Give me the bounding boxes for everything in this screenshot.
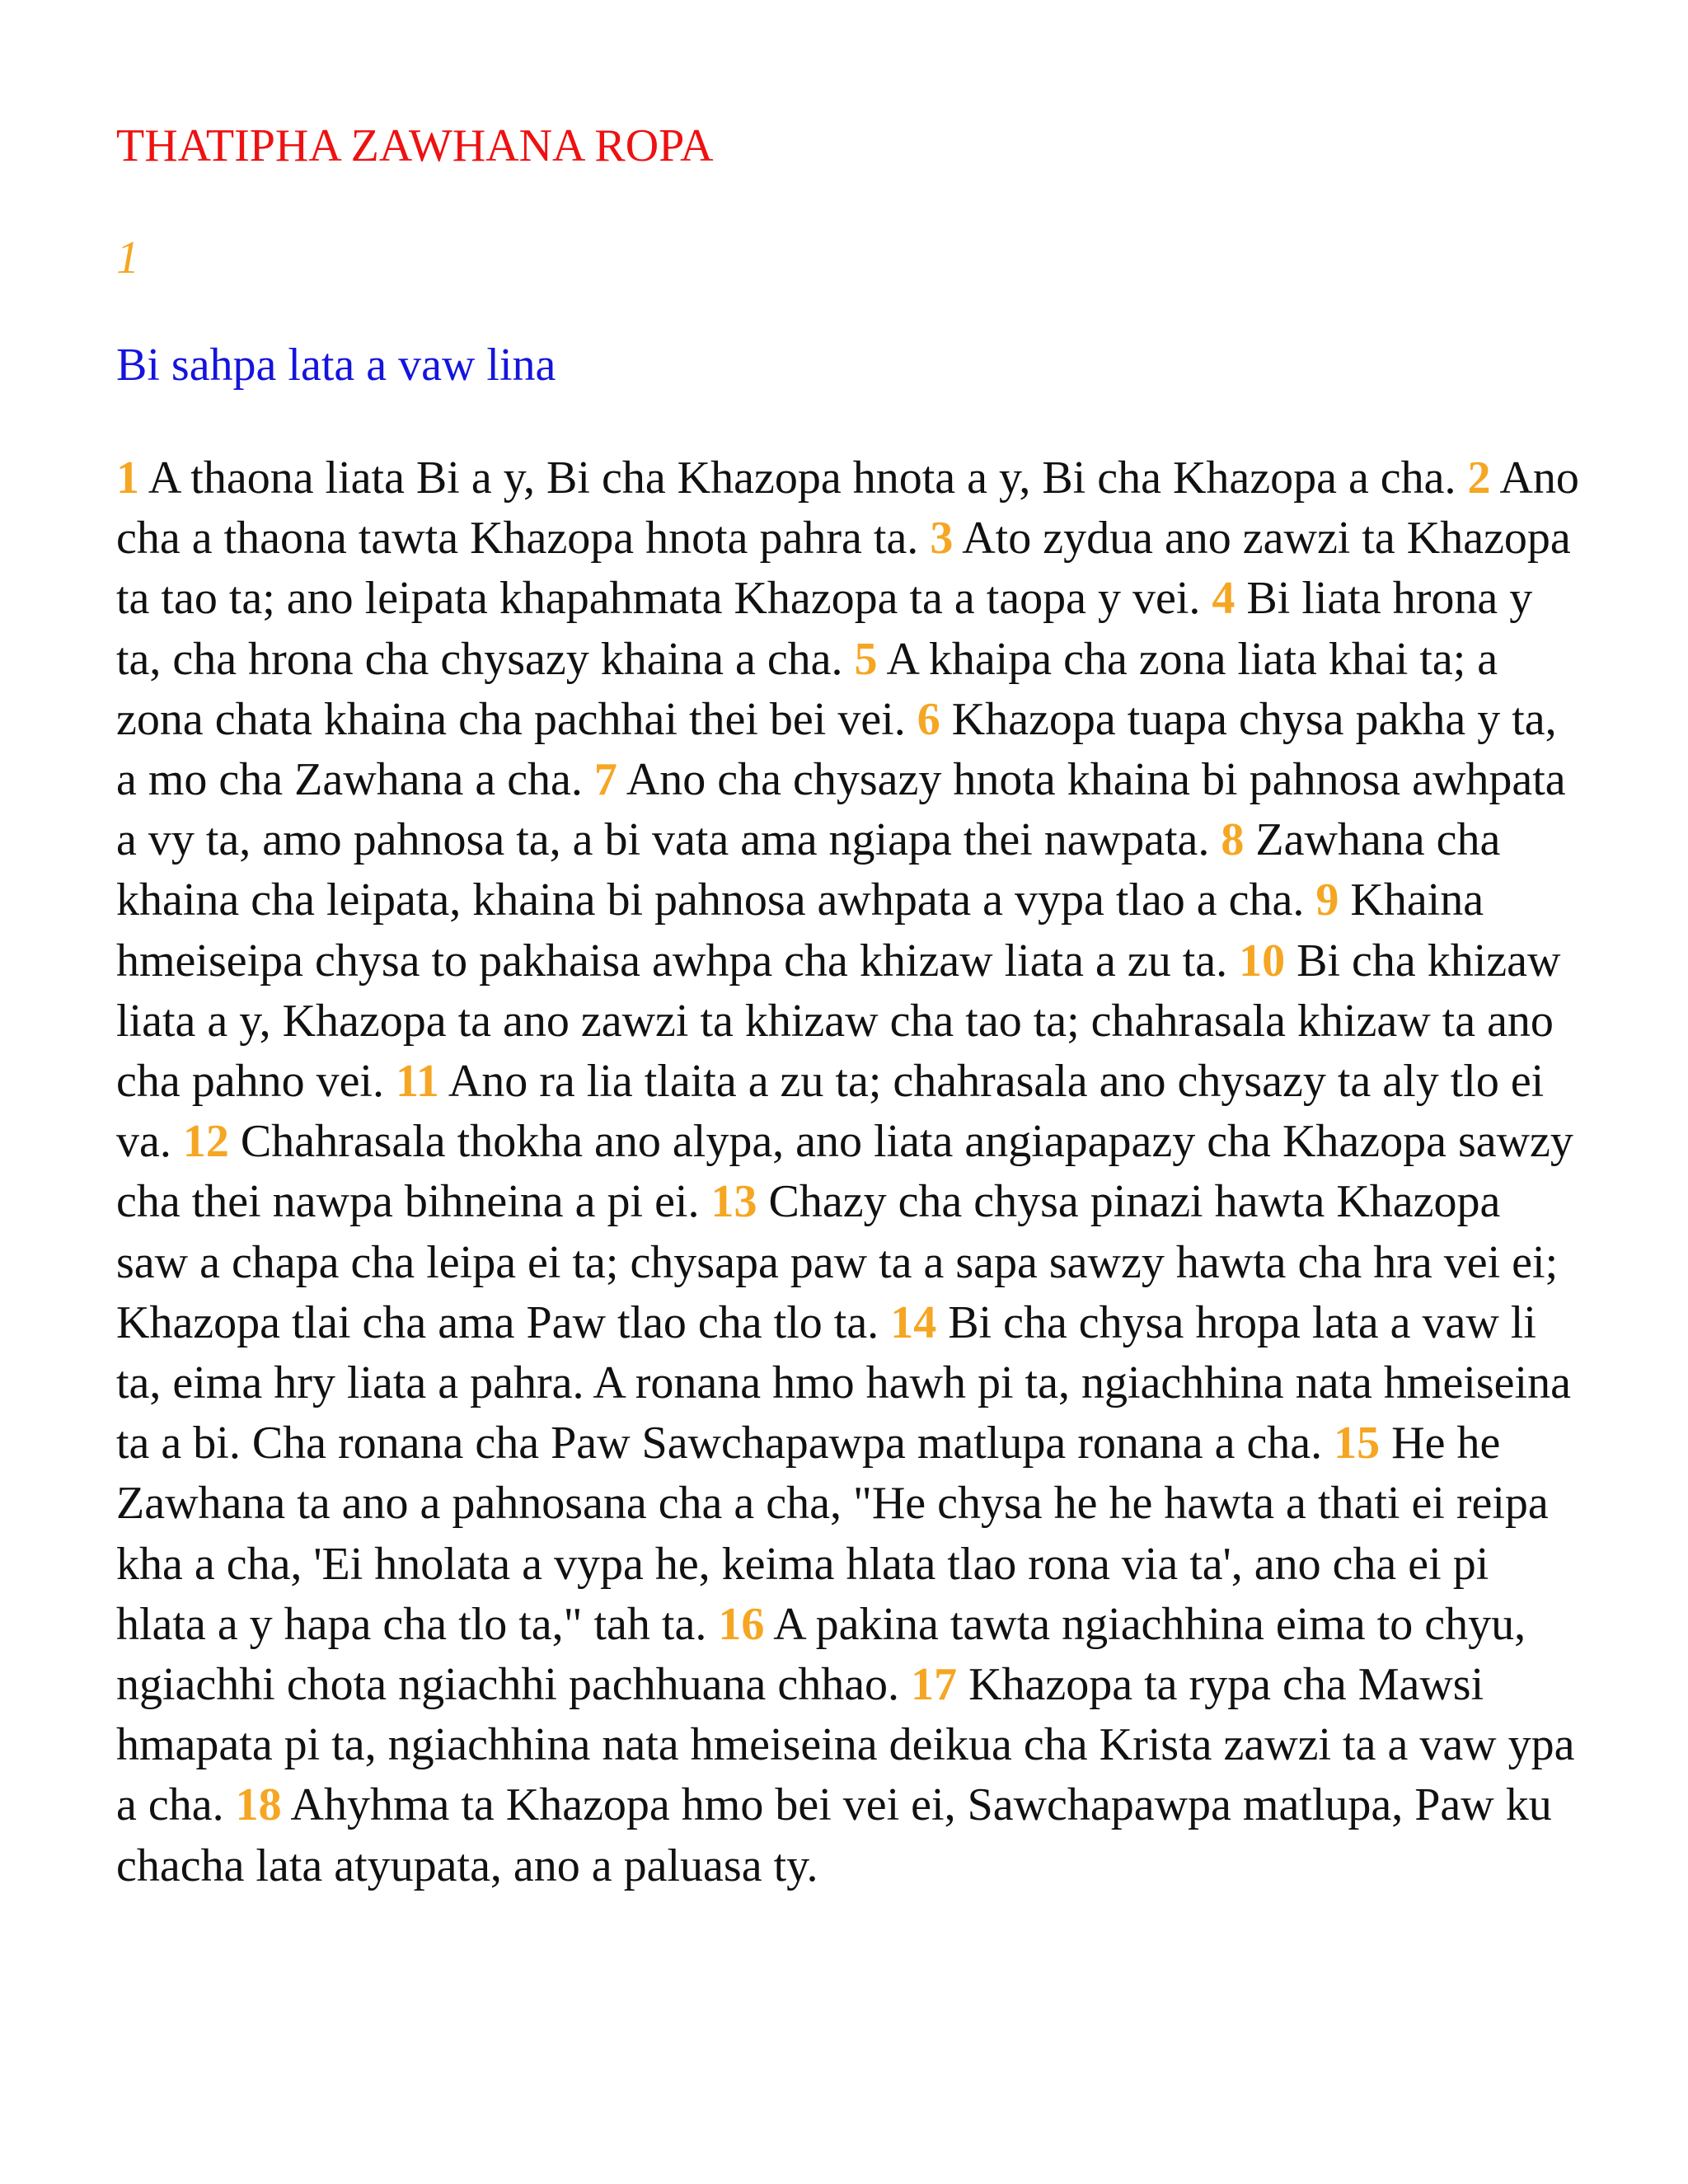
verse-text: A khaipa cha zona liata khai ta; a zona chata khaina cha pachhai thei bei vei. [116, 633, 1498, 745]
verse-number: 16 [718, 1598, 765, 1650]
verse-text: He he Zawhana ta ano a pahnosana cha a cha, "He chysa he he hawta a thati ei reipa kha a cha, 'Ei hnolata a vypa he, keima hlata tlao rona via ta', ano cha ei pi hlata a y hapa cha tlo ta," tah ta. [116, 1418, 1549, 1650]
verse-number: 12 [182, 1116, 229, 1168]
verse-text: Khazopa tuapa chysa pakha y ta, a mo cha Zawhana a cha. [116, 693, 1557, 806]
verse-number: 13 [710, 1176, 757, 1228]
verse-text: Khazopa ta rypa cha Mawsi hmapata pi ta, ngiachhina nata hmeiseina deikua cha Krista zawzi ta a vaw ypa a cha. [116, 1659, 1575, 1831]
verse-number: 15 [1334, 1418, 1381, 1469]
verse-text: Bi cha khizaw liata a y, Khazopa ta ano zawzi ta khizaw cha tao ta; chahrasala khizaw ta ano cha pahno vei. [116, 935, 1561, 1108]
verse-text: A pakina tawta ngiachhina eima to chyu, ngiachhi chota ngiachhi pachhuana chhao. [116, 1598, 1526, 1711]
verse-text: A thaona liata Bi a y, Bi cha Khazopa hnota a y, Bi cha Khazopa a cha. [148, 452, 1456, 504]
verse-text: Bi cha chysa hropa lata a vaw li ta, eima hry liata a pahra. A ronana hmo hawh pi ta, ngiachhina nata hmeiseina ta a bi. Cha ronana cha Paw Sawchapawpa matlupa ronana a cha. [116, 1296, 1571, 1469]
verse-number: 3 [930, 513, 954, 565]
verse-number: 14 [890, 1296, 937, 1348]
verse-text: Chahrasala thokha ano alypa, ano liata angiapapazy cha Khazopa sawzy cha thei nawpa bihneina a pi ei. [116, 1116, 1573, 1228]
section-heading: Bi sahpa lata a vaw lina [116, 340, 556, 391]
verse-number: 8 [1221, 814, 1245, 866]
verse-text: Khaina hmeiseipa chysa to pakhaisa awhpa cha khizaw liata a zu ta. [116, 874, 1484, 987]
verse-number: 10 [1239, 935, 1286, 987]
verse-text: Chazy cha chysa pinazi hawta Khazopa saw a chapa cha leipa ei ta; chysapa paw ta a sapa sawzy hawta cha hra vei ei; Khazopa tlai cha ama Paw tlao cha tlo ta. [116, 1176, 1559, 1348]
verse-text: Ahyhma ta Khazopa hmo bei vei ei, Sawchapawpa matlupa, Paw ku chacha lata atyupata, ano a paluasa ty. [116, 1779, 1552, 1891]
verse-number: 5 [854, 633, 878, 685]
verse-text: Ato zydua ano zawzi ta Khazopa ta tao ta; ano leipata khapahmata Khazopa ta a taopa y vei. [116, 513, 1571, 625]
verse-number: 7 [593, 754, 617, 806]
verse-text: Bi liata hrona y ta, cha hrona cha chysazy khaina a cha. [116, 573, 1533, 685]
verse-text: Ano cha a thaona tawta Khazopa hnota pahra ta. [116, 452, 1579, 565]
chapter-number: 1 [116, 232, 139, 284]
verse-number: 2 [1467, 452, 1491, 504]
verse-number: 1 [116, 452, 139, 504]
verse [116, 452, 1456, 504]
verse-text: Ano ra lia tlaita a zu ta; chahrasala ano chysazy ta aly tlo ei va. [116, 1056, 1545, 1168]
verse-number: 17 [911, 1659, 958, 1711]
verse-text: Ano cha chysazy hnota khaina bi pahnosa awhpata a vy ta, amo pahnosa ta, a bi vata ama ngiapa thei nawpata. [116, 754, 1566, 866]
book-title: THATIPHA ZAWHANA ROPA [116, 120, 714, 171]
verse-number: 11 [395, 1056, 439, 1108]
verse-paragraph [116, 448, 1583, 1896]
verse-number: 18 [235, 1779, 282, 1831]
verse [116, 1779, 1552, 1891]
verse-number: 4 [1212, 573, 1236, 625]
verse-number: 6 [917, 693, 940, 745]
verse-number: 9 [1315, 874, 1339, 926]
verse-text: Zawhana cha khaina cha leipata, khaina bi pahnosa awhpata a vypa tlao a cha. [116, 814, 1501, 926]
